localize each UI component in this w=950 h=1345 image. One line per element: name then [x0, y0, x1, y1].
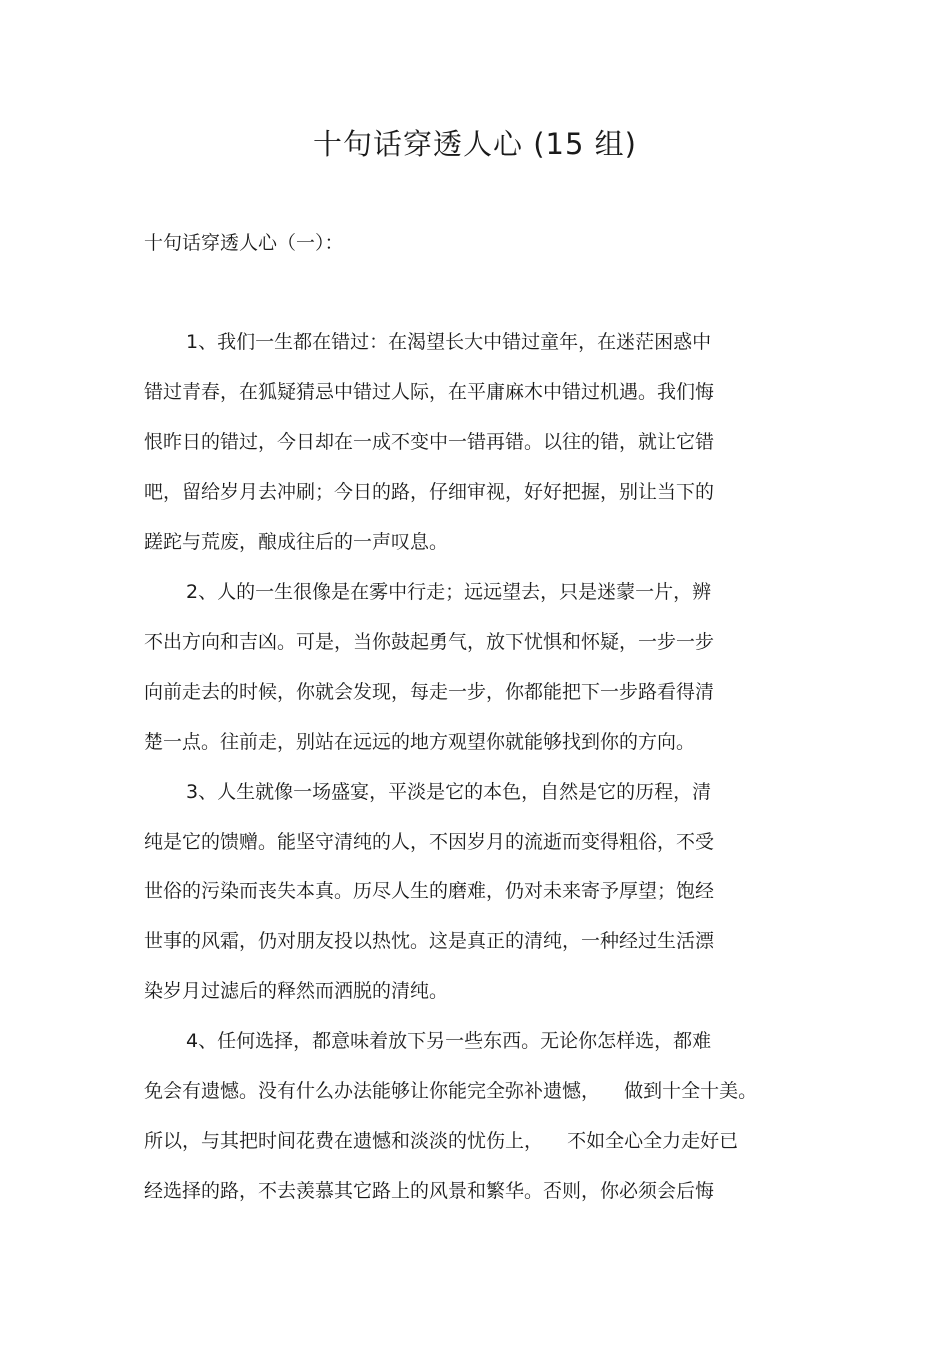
paragraph-line: 世俗的污染而丧失本真。历尽人生的磨难，仍对未来寄予厚望；饱经 — [144, 880, 715, 902]
paragraph-line: 吧，留给岁月去冲刷；今日的路，仔细审视，好好把握，别让当下的 — [144, 481, 715, 503]
paragraph-line: 2、人的一生很像是在雾中行走；远远望去，只是迷蒙一片，辨 — [186, 581, 712, 603]
paragraph-line: 经选择的路，不去羡慕其它路上的风景和繁华。否则，你必须会后悔 — [144, 1180, 715, 1202]
document-title: 十句话穿透人心 (15 组) — [313, 127, 637, 161]
paragraph-line: 4、任何选择，都意味着放下另一些东西。无论你怎样选，都难 — [186, 1030, 712, 1052]
paragraph-line: 世事的风霜，仍对朋友投以热忱。这是真正的清纯，一种经过生活漂 — [144, 930, 715, 952]
section-heading: 十句话穿透人心（一）： — [144, 232, 344, 254]
paragraph-line: 1、我们一生都在错过：在渴望长大中错过童年，在迷茫困惑中 — [186, 331, 712, 353]
paragraph-line: 染岁月过滤后的释然而洒脱的清纯。 — [144, 980, 449, 1002]
paragraph-line: 免会有遗憾。没有什么办法能够让你能完全弥补遗憾， 做到十全十美。 — [144, 1080, 758, 1102]
paragraph-line: 纯是它的馈赠。能坚守清纯的人，不因岁月的流逝而变得粗俗，不受 — [144, 831, 715, 853]
paragraph-line: 向前走去的时候，你就会发现，每走一步，你都能把下一步路看得清 — [144, 681, 715, 703]
paragraph-line: 3、人生就像一场盛宴，平淡是它的本色，自然是它的历程，清 — [186, 781, 712, 803]
paragraph-line: 不出方向和吉凶。可是，当你鼓起勇气，放下忧惧和怀疑，一步一步 — [144, 631, 715, 653]
paragraph-line: 楚一点。往前走，别站在远远的地方观望你就能够找到你的方向。 — [144, 731, 696, 753]
paragraph-line: 恨昨日的错过，今日却在一成不变中一错再错。以往的错，就让它错 — [144, 431, 715, 453]
paragraph-line: 错过青春，在狐疑猜忌中错过人际，在平庸麻木中错过机遇。我们悔 — [144, 381, 715, 403]
paragraph-line: 所以，与其把时间花费在遗憾和淡淡的忧伤上， 不如全心全力走好已 — [144, 1130, 739, 1152]
paragraph-line: 蹉跎与荒废，酿成往后的一声叹息。 — [144, 531, 449, 553]
